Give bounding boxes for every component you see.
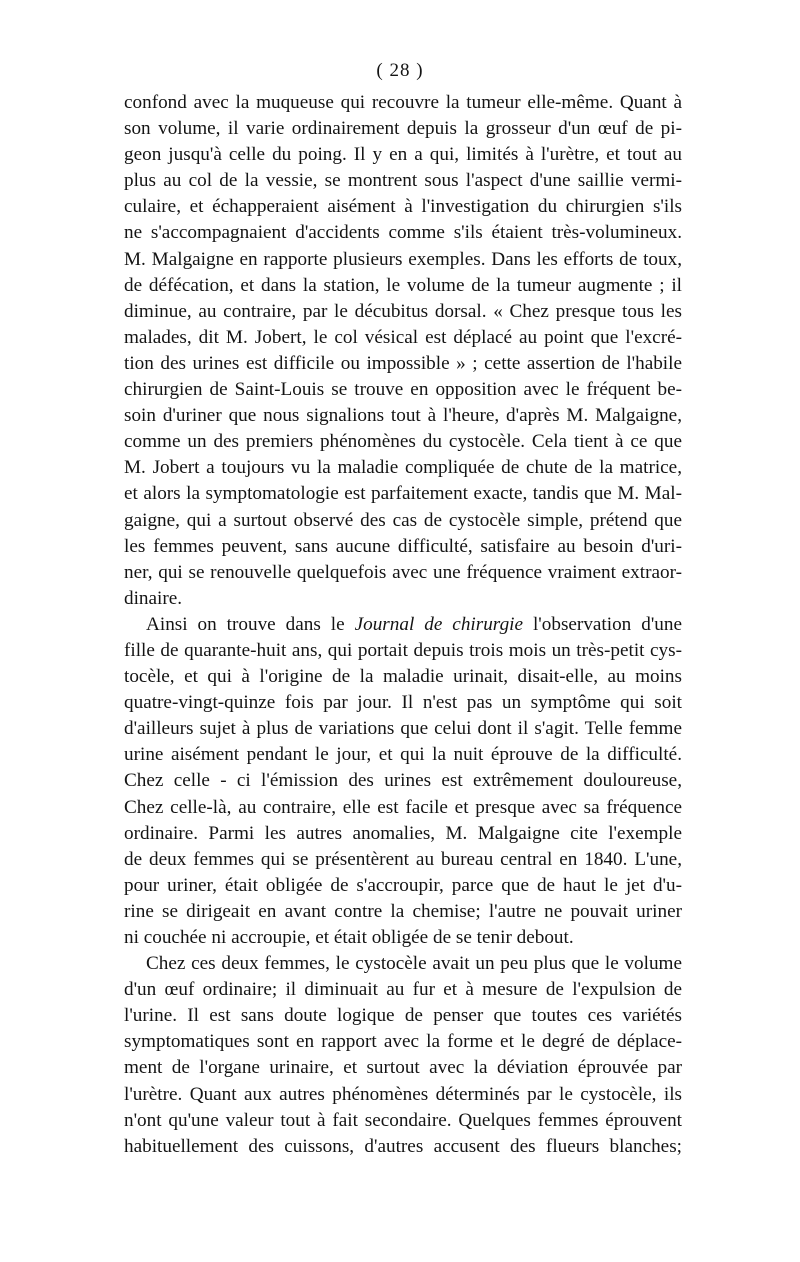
text-line: son volume, il varie ordinairement depuis la grosseur d'un œuf de pi-	[124, 118, 682, 140]
text-line: dinaire.	[124, 587, 183, 609]
body-text	[124, 90, 682, 1160]
paragraph-2	[124, 612, 682, 951]
text-line: Chez celle - ci l'émission des urines est extrêmement douloureuse,	[124, 770, 682, 792]
text-line: d'ailleurs sujet à plus de variations que celui dont il s'agit. Telle femme	[124, 718, 682, 740]
text-line: ni couchée ni accroupie, et était obligée de se tenir debout.	[124, 927, 574, 948]
text-line	[124, 612, 682, 638]
text-line: Chez celle-là, au contraire, elle est facile et presque avec sa fréquence	[124, 796, 682, 818]
text-line: l'urètre. Quant aux autres phénomènes déterminés par le cystocèle, ils	[124, 1083, 682, 1105]
text-line: l'urine. Il est sans doute logique de penser que toutes ces variétés	[124, 1005, 682, 1027]
text-line: culaire, et échapperaient aisément à l'investigation du chirurgien s'ils	[124, 196, 682, 218]
text-line: et alors la symptomatologie est parfaitement exacte, tandis que M. Mal-	[124, 483, 682, 505]
text-line: diminue, au contraire, par le décubitus dorsal. « Chez presque tous les	[124, 300, 682, 322]
text-line: plus au col de la vessie, se montrent sous l'aspect d'une saillie vermi-	[124, 170, 682, 192]
text-line: urine aisément pendant le jour, et qui la nuit éprouve de la difficulté.	[124, 744, 682, 766]
text-run: Ainsi on trouve dans le	[146, 613, 355, 635]
text-line: fille de quarante-huit ans, qui portait depuis trois mois un très-petit cys-	[124, 639, 682, 661]
text-line: malades, dit M. Jobert, le col vésical est déplacé au point que l'excré-	[124, 326, 682, 348]
text-line: ment de l'organe urinaire, et surtout avec la déviation éprouvée par	[124, 1057, 682, 1079]
text-line: symptomatiques sont en rapport avec la forme et le degré de déplace-	[124, 1031, 682, 1053]
text-run: l'observation d'une	[523, 613, 682, 635]
journal-title: Journal de chirurgie	[354, 613, 524, 635]
text-line: les femmes peuvent, sans aucune difficulté, satisfaire au besoin d'uri-	[124, 535, 682, 557]
text-line: comme un des premiers phénomènes du cystocèle. Cela tient à ce que	[124, 431, 682, 453]
text-line: rine se dirigeait en avant contre la chemise; l'autre ne pouvait uriner	[124, 900, 682, 922]
text-line: n'ont qu'une valeur tout à fait secondaire. Quelques femmes éprouvent	[124, 1109, 682, 1131]
text-line: ner, qui se renouvelle quelquefois avec une fréquence vraiment extraor-	[124, 561, 682, 583]
text-line: Chez ces deux femmes, le cystocèle avait un peu plus que le volume	[146, 953, 682, 975]
text-line: confond avec la muqueuse qui recouvre la tumeur elle-même. Quant à	[124, 92, 682, 113]
text-line: quatre-vingt-quinze fois par jour. Il n'est pas un symptôme qui soit	[124, 692, 682, 714]
text-line: geon jusqu'à celle du poing. Il y en a qui, limités à l'urètre, et tout au	[124, 144, 682, 166]
text-line: M. Malgaigne en rapporte plusieurs exemples. Dans les efforts de toux,	[124, 248, 682, 270]
text-line: habituellement des cuissons, d'autres accusent des flueurs blanches;	[124, 1135, 682, 1157]
text-line: d'un œuf ordinaire; il diminuait au fur et à mesure de l'expulsion de	[124, 979, 682, 1001]
text-line: ordinaire. Parmi les autres anomalies, M. Malgaigne cite l'exemple	[124, 822, 682, 844]
text-line: soin d'uriner que nous signalions tout à l'heure, d'après M. Malgaigne,	[124, 405, 682, 427]
text-line: pour uriner, était obligée de s'accroupir, parce que de haut le jet d'u-	[124, 874, 682, 896]
text-line: ne s'accompagnaient d'accidents comme s'ils étaient très-volumineux.	[124, 222, 682, 244]
text-line: gaigne, qui a surtout observé des cas de cystocèle simple, prétend que	[124, 509, 682, 531]
page-number: ( 28 )	[376, 60, 424, 81]
paragraph-1	[124, 90, 682, 612]
text-line: de deux femmes qui se présentèrent au bureau central en 1840. L'une,	[124, 848, 682, 870]
text-line: tocèle, et qui à l'origine de la maladie urinait, disait-elle, au moins	[124, 666, 682, 688]
text-line: tion des urines est difficile ou impossible » ; cette assertion de l'habile	[124, 352, 682, 374]
text-line: chirurgien de Saint-Louis se trouve en opposition avec le fréquent be-	[124, 379, 682, 401]
paragraph-3	[124, 951, 682, 1160]
text-line: de défécation, et dans la station, le volume de la tumeur augmente ; il	[124, 274, 682, 296]
text-line: M. Jobert a toujours vu la maladie compliquée de chute de la matrice,	[124, 457, 682, 479]
